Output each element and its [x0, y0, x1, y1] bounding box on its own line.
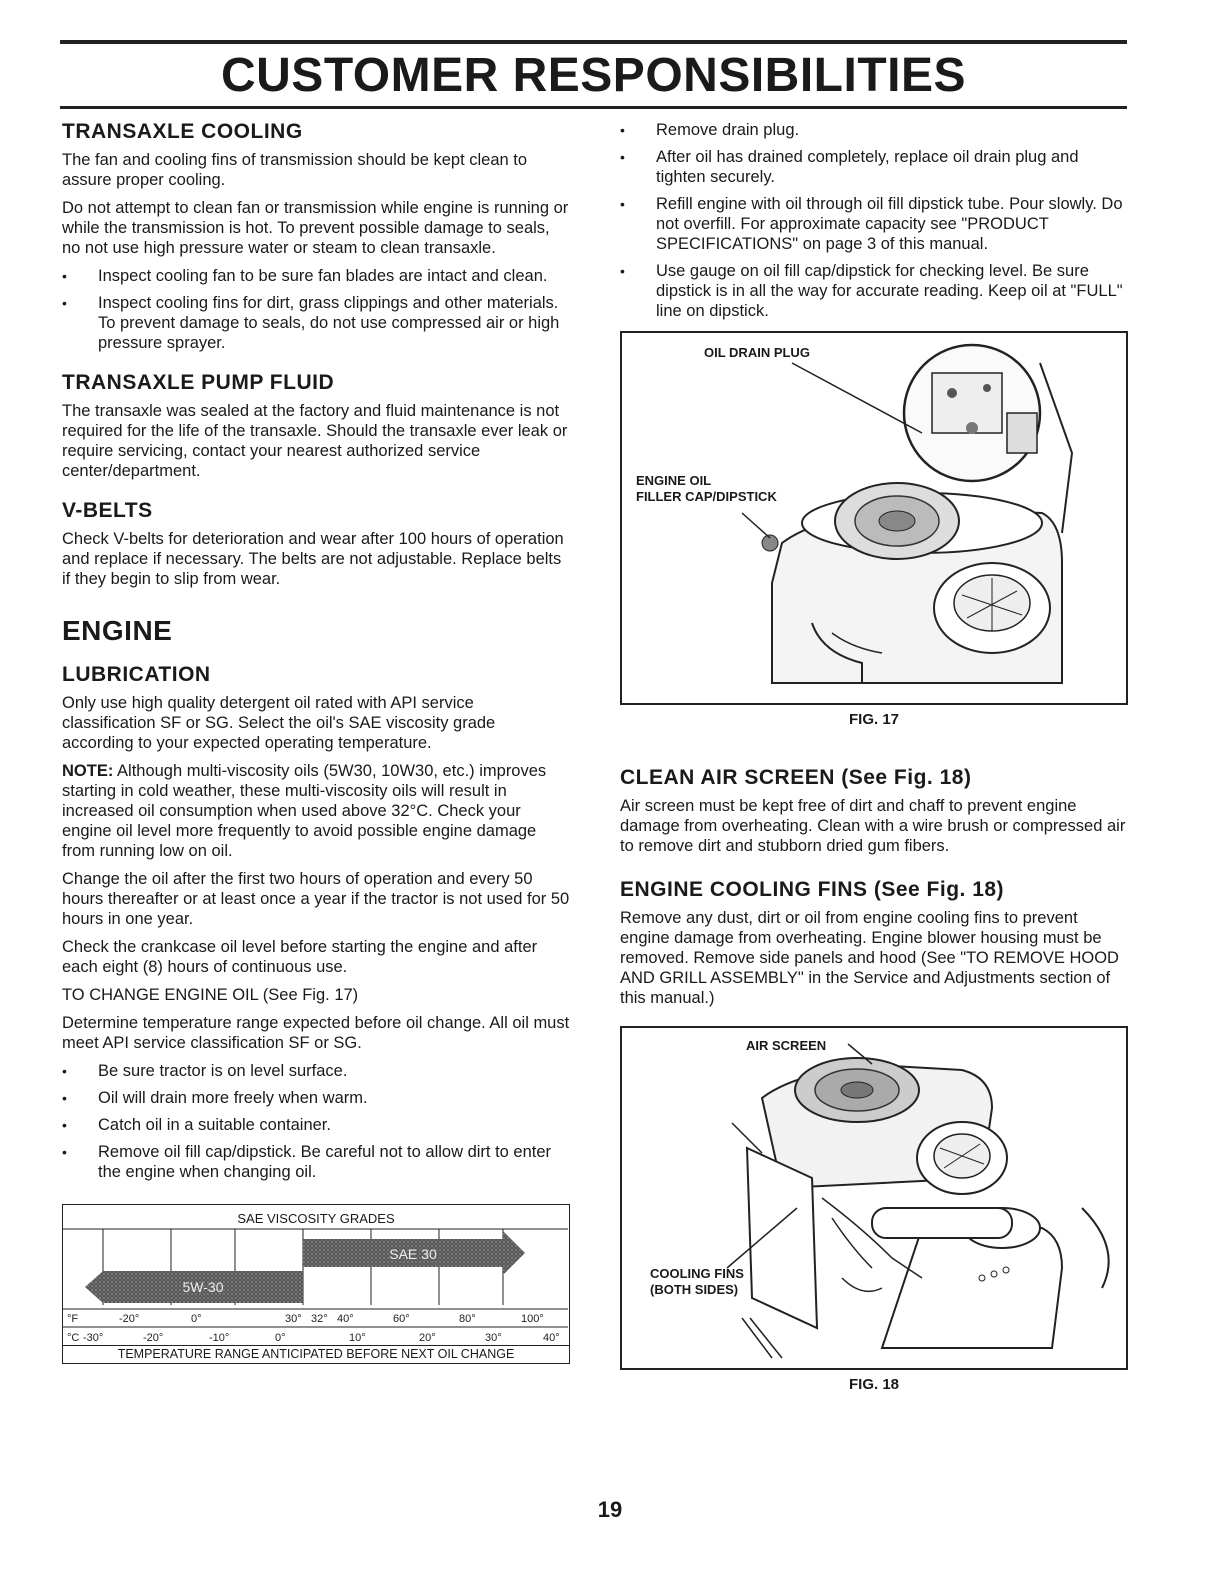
page-title: CUSTOMER RESPONSIBILITIES	[220, 49, 967, 102]
sae-viscosity-chart	[62, 1204, 570, 1364]
list-item: • Be sure tractor is on level surface.	[62, 1061, 570, 1081]
f-tick: -20°	[119, 1313, 140, 1325]
fig17-caption: FIG. 17	[848, 711, 900, 728]
c-tick: -20°	[143, 1332, 164, 1344]
lubrication-p3: Check the crankcase oil level before starting the engine and after each eight (8) hours of continuous use.	[62, 938, 538, 976]
right-column	[620, 120, 1128, 1393]
transaxle-cooling-p2: Do not attempt to clean fan or transmission while engine is running or while the transmission is hot. To prevent possible damage to seals, no not use high pressure water or steam to clean transaxle.	[62, 199, 569, 257]
pump-fluid-heading: TRANSAXLE PUMP FLUID	[62, 371, 335, 394]
vbelts-p1: Check V-belts for deterioration and wear after 100 hours of operation and replace if necessary. The belts are not adjustable. Replace belts if they begin to slip from wear.	[62, 530, 564, 588]
transaxle-cooling-heading: TRANSAXLE COOLING	[62, 120, 303, 143]
engine-heading: ENGINE	[62, 615, 173, 646]
f-tick: 0°	[191, 1313, 202, 1325]
fig18-caption: FIG. 18	[848, 1376, 900, 1393]
left-column	[62, 120, 570, 1364]
engine-cooling-illustration	[622, 1028, 1126, 1368]
f-tick: 80°	[459, 1313, 476, 1325]
c-tick: -10°	[209, 1332, 230, 1344]
f-tick: 40°	[337, 1313, 354, 1325]
vbelts-heading: V-BELTS	[62, 499, 153, 522]
change-oil-subheading: TO CHANGE ENGINE OIL (See Fig. 17)	[62, 986, 359, 1004]
c-unit-label: °C	[67, 1332, 80, 1344]
air-screen-p1: Air screen must be kept free of dirt and chaff to prevent engine damage from overheating. Clean with a wire brush or compressed air to remove dirt and stubborn dried gum fibers.	[620, 797, 1126, 855]
note-text: Although multi-viscosity oils (5W30, 10W30, etc.) improves starting in cold weather, these multi-viscosity oils will result in increased oil consumption when used above 32°C. Check your engine oil level more frequently to avoid possible engine damage from running low on oil.	[62, 762, 547, 860]
engine-oil-label: ENGINE OIL	[636, 473, 712, 488]
c-tick: 30°	[485, 1332, 502, 1344]
c-tick: 0°	[275, 1332, 286, 1344]
lubrication-p2: Change the oil after the first two hours of operation and every 50 hours thereafter or at least once a year if the tractor is not used for 50 hours in one year.	[62, 870, 570, 928]
c-tick: -30°	[83, 1332, 104, 1344]
lubrication-heading: LUBRICATION	[62, 663, 211, 686]
f-unit-label: °F	[67, 1313, 79, 1325]
header-rule-top	[60, 40, 1127, 44]
cooling-fins-p1: Remove any dust, dirt or oil from engine cooling fins to prevent engine damage from overheating. Engine blower housing must be removed. Remove side panels and hood (See "TO REMOVE HOOD AND GRILL ASSEMBLY" in the Service and Adjustments section of this manual.)	[620, 909, 1119, 1007]
change-oil-list-cont	[620, 120, 1128, 321]
filler-cap-label: FILLER CAP/DIPSTICK	[636, 489, 777, 504]
5w30-label: 5W-30	[182, 1279, 224, 1295]
c-tick: 20°	[419, 1332, 436, 1344]
transaxle-cooling-p1: The fan and cooling fins of transmission should be kept clean to assure proper cooling.	[62, 151, 528, 189]
note-label: NOTE:	[62, 762, 114, 780]
f-tick: 30°	[285, 1313, 302, 1325]
pump-fluid-p1: The transaxle was sealed at the factory and fluid maintenance is not required for the life of the transaxle. Should the transaxle ever leak or require servicing, contact your nearest authorized service center/department.	[62, 402, 568, 480]
c-tick: 10°	[349, 1332, 366, 1344]
viscosity-chart-title: SAE VISCOSITY GRADES	[237, 1211, 395, 1226]
both-sides-label: (BOTH SIDES)	[650, 1282, 739, 1297]
list-item: • Inspect cooling fins for dirt, grass clippings and other materials. To prevent damage to seals, do not use compressed air or high pressure sprayer.	[62, 293, 570, 353]
f-tick: 100°	[521, 1313, 544, 1325]
list-item: • After oil has drained completely, replace oil drain plug and tighten securely.	[620, 147, 1128, 187]
air-screen-label: AIR SCREEN	[746, 1038, 827, 1053]
engine-oil-illustration	[622, 333, 1126, 703]
cooling-fins-heading: ENGINE COOLING FINS (See Fig. 18)	[620, 878, 1005, 901]
cooling-fins-label: COOLING FINS	[650, 1266, 744, 1281]
list-item: • Remove oil fill cap/dipstick. Be careful not to allow dirt to enter the engine when changing oil.	[62, 1142, 570, 1182]
list-item: • Refill engine with oil through oil fill dipstick tube. Pour slowly. Do not overfill. For approximate capacity see "PRODUCT SPECIFICATIONS" on page 3 of this manual.	[620, 194, 1128, 254]
transaxle-cooling-list	[62, 266, 570, 353]
f-tick: 60°	[393, 1313, 410, 1325]
list-item: • Inspect cooling fan to be sure fan blades are intact and clean.	[62, 266, 570, 286]
air-screen-heading: CLEAN AIR SCREEN (See Fig. 18)	[620, 766, 972, 789]
list-item: • Use gauge on oil fill cap/dipstick for checking level. Be sure dipstick is in all the way for accurate reading. Keep oil at "FULL" line on dipstick.	[620, 261, 1128, 321]
lubrication-p1: Only use high quality detergent oil rated with API service classification SF or SG. Select the oil's SAE viscosity grade according to your expected operating temperature.	[62, 694, 496, 752]
figure-17	[620, 331, 1128, 705]
oil-drain-plug-label: OIL DRAIN PLUG	[704, 345, 810, 360]
header-rule-bottom	[60, 106, 1127, 109]
lubrication-note	[62, 761, 570, 861]
lubrication-p5: Determine temperature range expected before oil change. All oil must meet API service classification SF or SG.	[62, 1014, 570, 1052]
viscosity-graphic	[63, 1205, 568, 1363]
change-oil-list	[62, 1061, 570, 1182]
list-item: • Remove drain plug.	[620, 120, 1128, 140]
list-item: • Catch oil in a suitable container.	[62, 1115, 570, 1135]
page-number: 19	[597, 1497, 623, 1522]
f-tick: 32°	[311, 1313, 328, 1325]
figure-18	[620, 1026, 1128, 1370]
c-tick: 40°	[543, 1332, 560, 1344]
viscosity-chart-footer: TEMPERATURE RANGE ANTICIPATED BEFORE NEXT OIL CHANGE	[63, 1345, 569, 1361]
sae30-label: SAE 30	[389, 1246, 437, 1262]
list-item: • Oil will drain more freely when warm.	[62, 1088, 570, 1108]
